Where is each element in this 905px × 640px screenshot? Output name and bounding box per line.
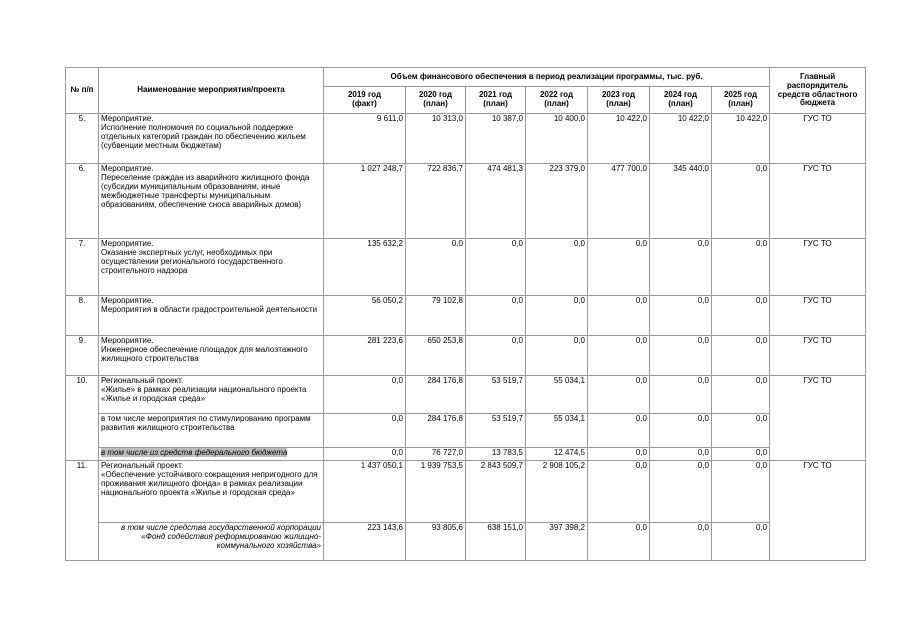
value-cell: 722 836,7 — [406, 164, 466, 239]
table-row — [66, 414, 866, 448]
table-row — [66, 336, 866, 376]
header-year-2024: 2024 год (план) — [650, 87, 712, 114]
value-cell: 650 253,8 — [406, 336, 466, 376]
value-cell: 345 440,0 — [650, 164, 712, 239]
value-cell: 93 805,6 — [406, 523, 466, 561]
main-manager-cell: ГУС ТО — [770, 239, 866, 296]
value-cell: 2 908 105,2 — [526, 461, 588, 523]
row-number: 8. — [66, 296, 99, 336]
header-main-manager: Главный распорядитель средств областного бюджета — [770, 68, 866, 114]
header-volume: Объем финансового обеспечения в период реализации программы, тыс. руб. — [324, 68, 770, 87]
value-cell: 0,0 — [650, 336, 712, 376]
row-number: 7. — [66, 239, 99, 296]
value-cell: 0,0 — [712, 239, 770, 296]
value-cell: 0,0 — [526, 336, 588, 376]
value-cell: 0,0 — [712, 448, 770, 461]
main-manager-cell: ГУС ТО — [770, 296, 866, 336]
value-cell: 0,0 — [588, 414, 650, 448]
value-cell: 10 313,0 — [406, 114, 466, 164]
header-num: № п/п — [66, 68, 99, 114]
value-cell: 477 700,0 — [588, 164, 650, 239]
value-cell: 76 727,0 — [406, 448, 466, 461]
table-row — [66, 523, 866, 561]
value-cell: 0,0 — [650, 523, 712, 561]
main-manager-cell: ГУС ТО — [770, 114, 866, 164]
row-number: 5. — [66, 114, 99, 164]
value-cell: 223 379,0 — [526, 164, 588, 239]
value-cell: 1 939 753,5 — [406, 461, 466, 523]
row-number: 6. — [66, 164, 99, 239]
funding-table — [65, 67, 866, 561]
value-cell: 0,0 — [588, 376, 650, 414]
value-cell: 0,0 — [712, 336, 770, 376]
main-manager-cell: ГУС ТО — [770, 376, 866, 461]
header-year-2021: 2021 год (план) — [466, 87, 526, 114]
header-year-2020: 2020 год (план) — [406, 87, 466, 114]
value-cell: 284 176,8 — [406, 376, 466, 414]
table-row — [66, 164, 866, 239]
value-cell: 135 632,2 — [324, 239, 406, 296]
value-cell: 0,0 — [650, 296, 712, 336]
row-description: Мероприятие. Мероприятия в области градостроительной деятельности — [99, 296, 324, 336]
value-cell: 10 422,0 — [650, 114, 712, 164]
value-cell: 0,0 — [712, 296, 770, 336]
value-cell: 0,0 — [650, 376, 712, 414]
table-row — [66, 461, 866, 523]
row-description: Мероприятие. Оказание экспертных услуг, необходимых при осуществлении регионального государственного строительного надзора — [99, 239, 324, 296]
value-cell: 0,0 — [650, 461, 712, 523]
value-cell: 0,0 — [588, 296, 650, 336]
value-cell: 0,0 — [588, 239, 650, 296]
value-cell: 0,0 — [466, 296, 526, 336]
value-cell: 0,0 — [466, 336, 526, 376]
value-cell: 0,0 — [712, 523, 770, 561]
value-cell: 10 422,0 — [712, 114, 770, 164]
value-cell: 638 151,0 — [466, 523, 526, 561]
value-cell: 0,0 — [324, 448, 406, 461]
value-cell: 1 027 248,7 — [324, 164, 406, 239]
table-row — [66, 448, 866, 461]
value-cell: 55 034,1 — [526, 414, 588, 448]
header-year-2023: 2023 год (план) — [588, 87, 650, 114]
row-description: Региональный проект. «Жилье» в рамках реализации национального проекта «Жилье и городская среда» — [99, 376, 324, 414]
value-cell: 0,0 — [588, 523, 650, 561]
header-name: Наименование мероприятия/проекта — [99, 68, 324, 114]
value-cell: 9 611,0 — [324, 114, 406, 164]
table-row — [66, 239, 866, 296]
value-cell: 1 437 050,1 — [324, 461, 406, 523]
row-subdescription: в том числе мероприятия по стимулированию программ развития жилищного строительства — [99, 414, 324, 448]
value-cell: 0,0 — [324, 376, 406, 414]
value-cell: 0,0 — [466, 239, 526, 296]
row-description: Мероприятие. Инженерное обеспечение площадок для малоэтажного жилищного строительства — [99, 336, 324, 376]
header-year-2019: 2019 год (факт) — [324, 87, 406, 114]
header-year-2022: 2022 год (план) — [526, 87, 588, 114]
main-manager-cell: ГУС ТО — [770, 164, 866, 239]
value-cell: 2 843 509,7 — [466, 461, 526, 523]
value-cell: 53 519,7 — [466, 376, 526, 414]
table-row — [66, 376, 866, 414]
row-description: Региональный проект. «Обеспечение устойчивого сокращения непригодного для проживания жилищного фонда» в рамках реализации национального проекта «Жилье и городская среда» — [99, 461, 324, 523]
row-number: 10. — [66, 376, 99, 461]
row-description: Мероприятие. Исполнение полномочия по социальной поддержке отдельных категорий граждан по обеспечению жильем (субвенции местным бюджетам) — [99, 114, 324, 164]
value-cell: 0,0 — [588, 336, 650, 376]
value-cell: 10 422,0 — [588, 114, 650, 164]
main-manager-cell: ГУС ТО — [770, 336, 866, 376]
value-cell: 397 398,2 — [526, 523, 588, 561]
value-cell: 56 050,2 — [324, 296, 406, 336]
value-cell: 0,0 — [650, 414, 712, 448]
value-cell: 0,0 — [588, 461, 650, 523]
value-cell: 55 034,1 — [526, 376, 588, 414]
value-cell: 79 102,8 — [406, 296, 466, 336]
value-cell: 0,0 — [588, 448, 650, 461]
value-cell: 53 519,7 — [466, 414, 526, 448]
row-subdescription-federal — [99, 448, 324, 461]
value-cell: 0,0 — [712, 376, 770, 414]
value-cell: 0,0 — [324, 414, 406, 448]
value-cell: 12 474,5 — [526, 448, 588, 461]
value-cell: 284 176,8 — [406, 414, 466, 448]
table-row — [66, 114, 866, 164]
value-cell: 13 783,5 — [466, 448, 526, 461]
value-cell: 10 387,0 — [466, 114, 526, 164]
value-cell: 0,0 — [650, 239, 712, 296]
main-manager-cell: ГУС ТО — [770, 461, 866, 561]
value-cell: 0,0 — [712, 461, 770, 523]
row-number: 9. — [66, 336, 99, 376]
value-cell: 0,0 — [406, 239, 466, 296]
row-subdescription: в том числе средства государственной корпорации «Фонд содействия реформированию жилищно-коммунального хозяйства» — [99, 523, 324, 561]
value-cell: 281 223,6 — [324, 336, 406, 376]
row-number: 11. — [66, 461, 99, 561]
value-cell: 0,0 — [712, 164, 770, 239]
header-year-2025: 2025 год (план) — [712, 87, 770, 114]
value-cell: 474 481,3 — [466, 164, 526, 239]
table-row — [66, 296, 866, 336]
value-cell: 0,0 — [712, 414, 770, 448]
row-description: Мероприятие. Переселение граждан из аварийного жилищного фонда (субсидии муниципальным образованиям, иные межбюджетные трансферты муниципальным образованиям, обеспечение сноса аварийных домов) — [99, 164, 324, 239]
value-cell: 0,0 — [526, 296, 588, 336]
value-cell: 0,0 — [650, 448, 712, 461]
value-cell: 223 143,6 — [324, 523, 406, 561]
value-cell: 0,0 — [526, 239, 588, 296]
value-cell: 10 400,0 — [526, 114, 588, 164]
federal-budget-label: в том числе из средств федерального бюджета — [101, 448, 288, 457]
